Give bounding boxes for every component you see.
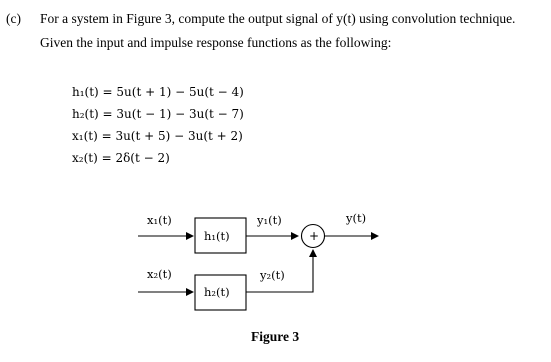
equation-h2: h₂(t) = 3u(t − 1) − 3u(t − 7) [72, 107, 244, 121]
equation-h1: h₁(t) = 5u(t + 1) − 5u(t − 4) [72, 85, 244, 99]
output-y-label: y(t) [346, 211, 367, 225]
question-label: (c) [6, 11, 21, 26]
block-h2-label: h₂(t) [204, 285, 230, 299]
y1-label: y₁(t) [257, 213, 282, 227]
question-text-line-2: Given the input and impulse response functions as the following: [40, 35, 392, 50]
plus-sign: + [309, 229, 320, 243]
y2-label: y₂(t) [260, 268, 285, 282]
equation-x2: x₂(t) = 2δ(t − 2) [72, 151, 170, 165]
input-x2-label: x₂(t) [147, 267, 172, 281]
block-h1-label: h₁(t) [204, 229, 230, 243]
equation-x1: x₁(t) = 3u(t + 5) − 3u(t + 2) [72, 129, 243, 143]
question-text-line-1: For a system in Figure 3, compute the output signal of y(t) using convolution technique. [40, 11, 516, 26]
figure-caption: Figure 3 [251, 329, 300, 344]
input-x1-label: x₁(t) [147, 213, 172, 227]
